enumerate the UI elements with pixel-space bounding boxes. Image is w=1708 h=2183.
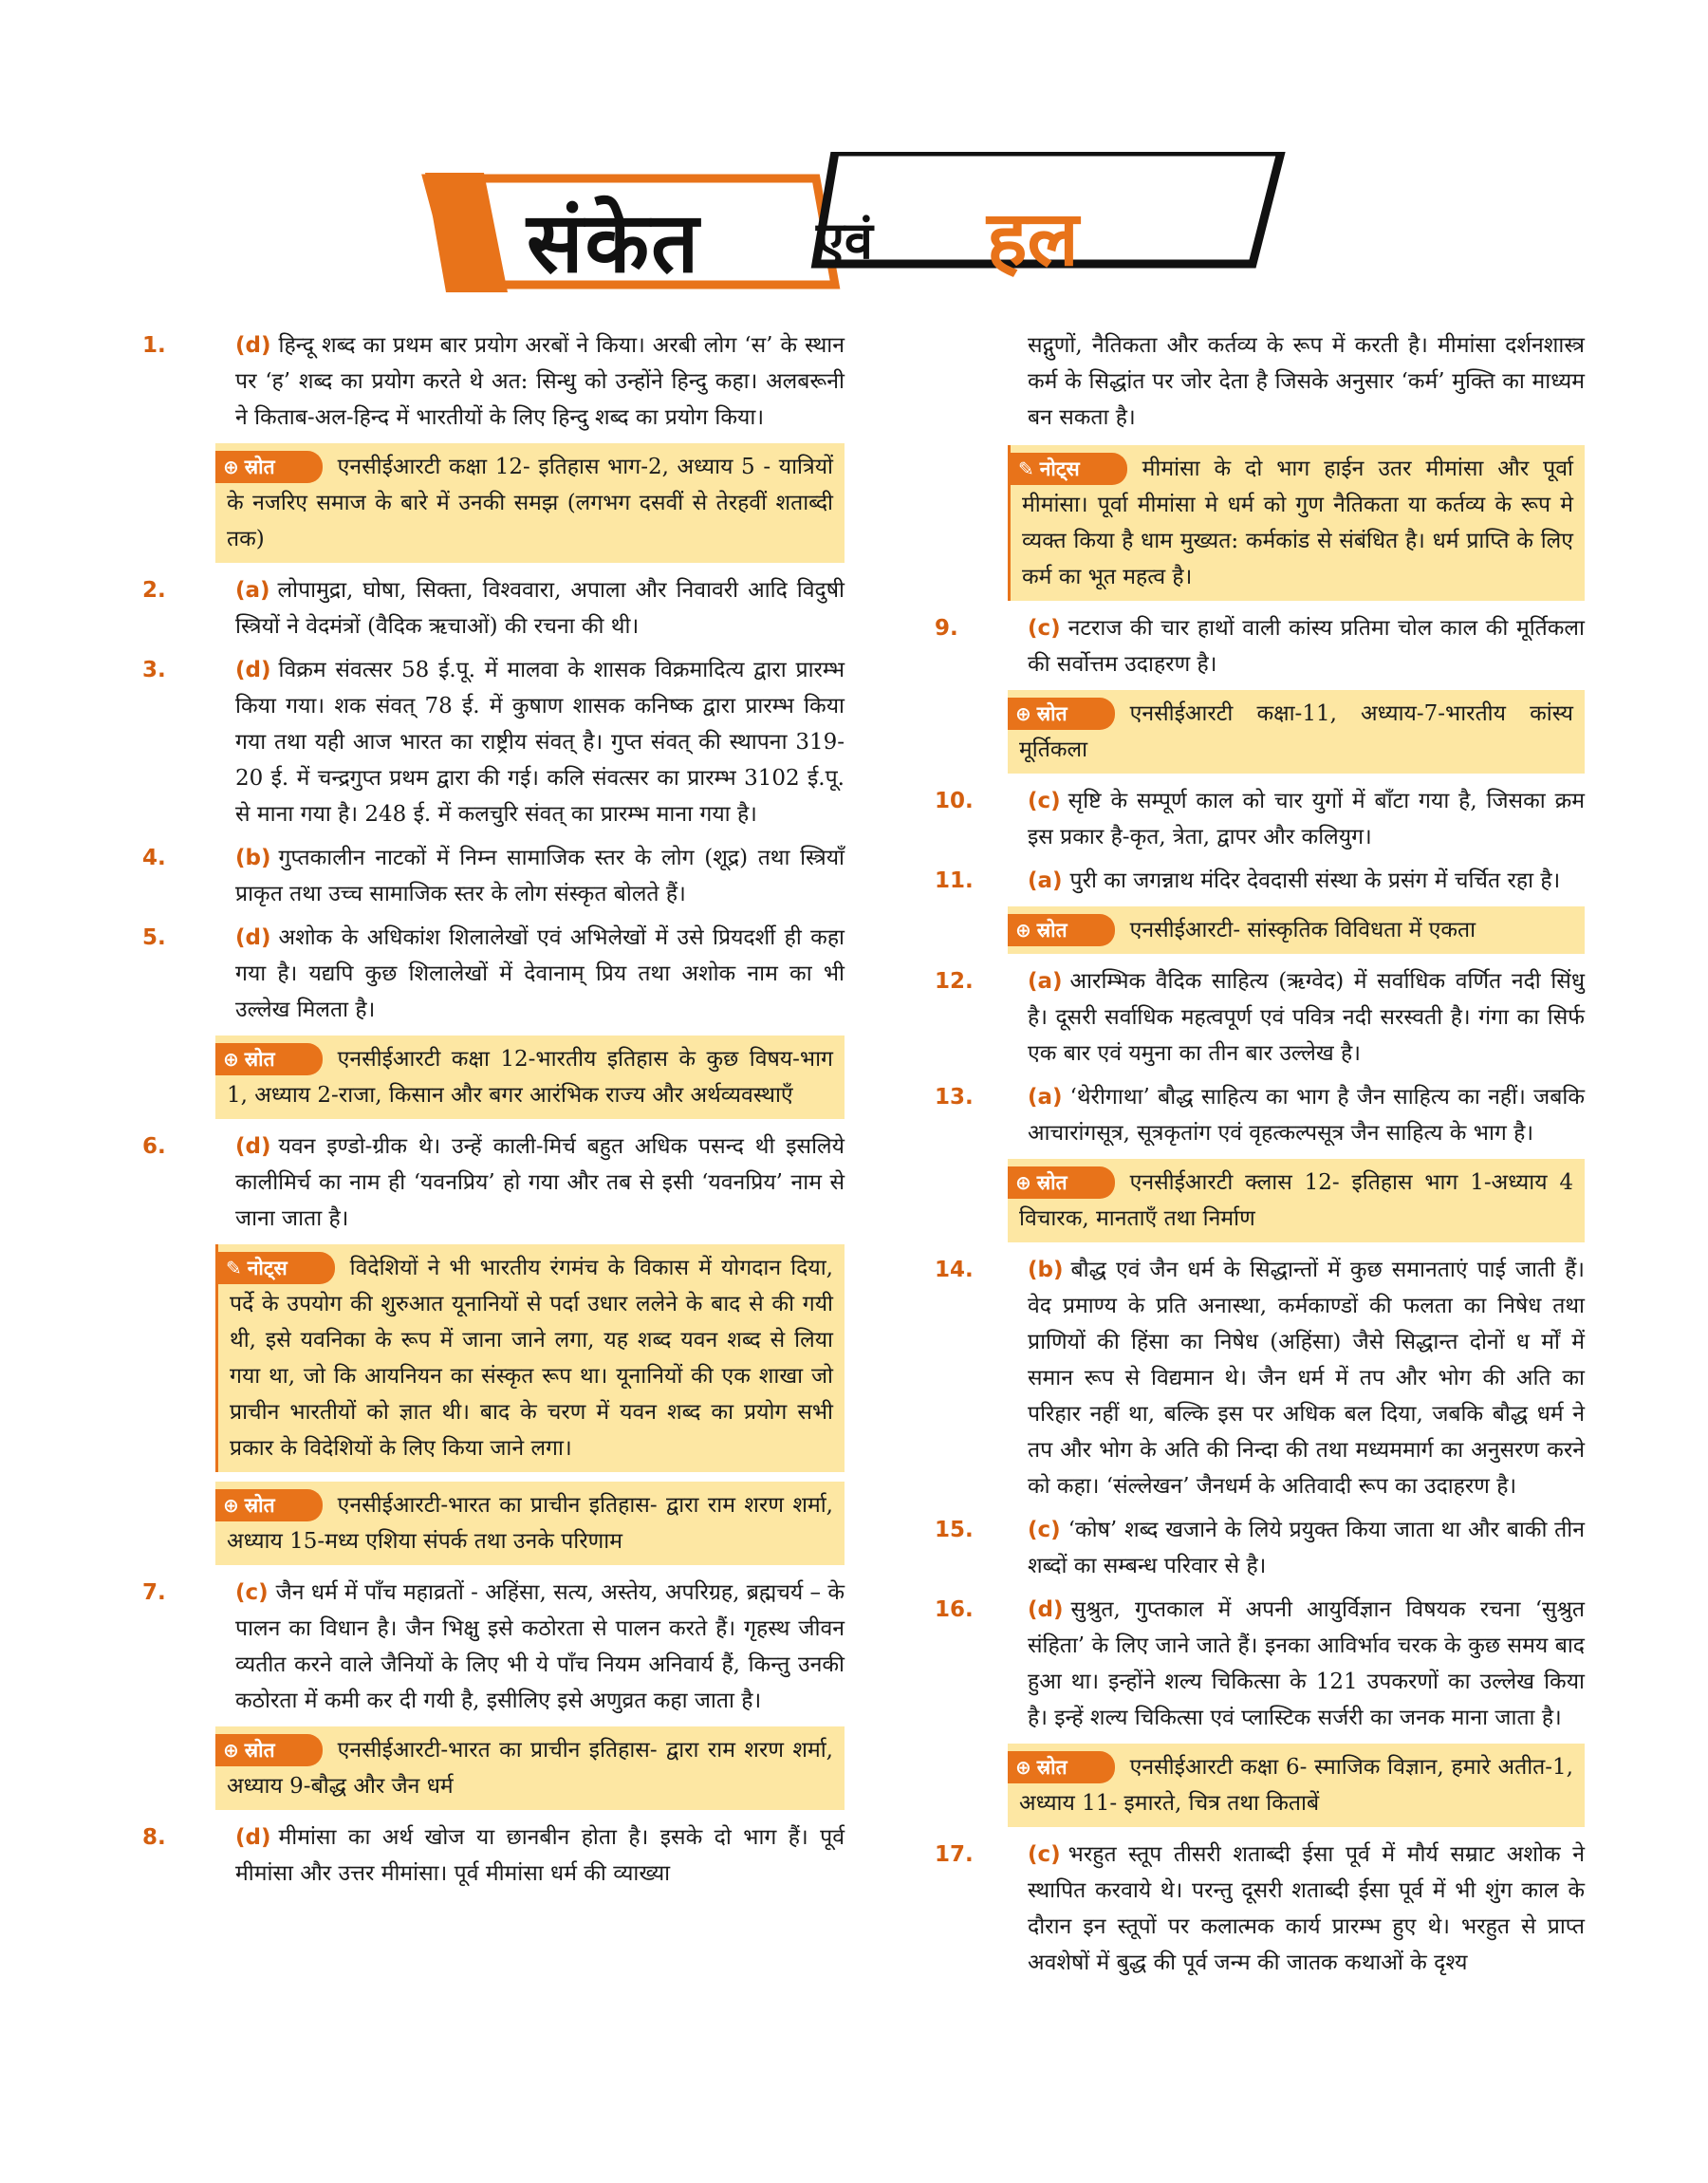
globe-icon: ⊕ bbox=[223, 1494, 239, 1517]
tag-label: स्रोत bbox=[1036, 702, 1068, 725]
answer-text: पुरी का जगन्नाथ मंदिर देवदासी संस्था के प्रसंग में चर्चित रहा है। bbox=[1069, 868, 1561, 893]
answer-item bbox=[142, 652, 845, 832]
header-title-sanket: संकेत bbox=[527, 194, 701, 291]
answer-option: (a) bbox=[1028, 1085, 1063, 1110]
answer-number: 2. bbox=[142, 578, 166, 603]
source-tag bbox=[1008, 1751, 1115, 1783]
answer-option: (b) bbox=[1028, 1258, 1064, 1282]
answer-item bbox=[142, 1819, 845, 1892]
answer-item bbox=[142, 1575, 845, 1719]
answer-option: (a) bbox=[1028, 868, 1063, 893]
source-box bbox=[1008, 1159, 1585, 1242]
answer-option: (b) bbox=[235, 846, 271, 870]
answer-item bbox=[935, 1512, 1585, 1584]
box-text: एनसीईआरटी कक्षा 12- इतिहास भाग-2, अध्याय 5 - यात्रियों के नजरिए समाज के बारे में उनकी समझ (लगभग दसवीं से तेरहवीं शताब्दी तक) bbox=[227, 455, 833, 551]
answer-number: 9. bbox=[935, 616, 958, 641]
answer-text: सृष्टि के सम्पूर्ण काल को चार युगों में बाँटा गया है, जिसका क्रम इस प्रकार है-कृत, त्रेता, द्वापर और कलियुग। bbox=[1028, 789, 1585, 849]
source-box bbox=[1008, 690, 1585, 774]
notes-tag bbox=[218, 1252, 335, 1284]
tag-label: स्रोत bbox=[1036, 1171, 1068, 1194]
answer-item bbox=[935, 963, 1585, 1072]
answer-option: (c) bbox=[235, 1580, 269, 1605]
source-box bbox=[215, 1482, 845, 1565]
source-box bbox=[215, 1726, 845, 1810]
pencil-icon: ✎ bbox=[226, 1257, 242, 1279]
answer-number: 13. bbox=[935, 1085, 974, 1110]
globe-icon: ⊕ bbox=[223, 1739, 239, 1762]
globe-icon: ⊕ bbox=[223, 1048, 239, 1071]
answer-number: 4. bbox=[142, 846, 166, 870]
box-text: एनसीईआरटी कक्षा 6- स्माजिक विज्ञान, हमारे अतीत-1, अध्याय 11- इमारते, चित्र तथा किताबें bbox=[1019, 1755, 1573, 1816]
answer-option: (d) bbox=[235, 1825, 271, 1850]
box-text: विदेशियों ने भी भारतीय रंगमंच के विकास में योगदान दिया, पर्दे के उपयोग की शुरुआत यूनानियों से पर्दा उधार ललेने के बाद से की गयी थी, इसे यवनिका के रूप में जाना जाने लगा, यह शब्द यवन शब्द से लिया गया था, जो कि आयनियन का संस्कृत रूप था। यूनानियों की एक शाखा जो प्राचीन भारतीयों को ज्ञात थी। बाद के चरण में यवन शब्द का प्रयोग सभी प्रकार के विदेशियों के लिए किया जाने लगा। bbox=[230, 1256, 833, 1461]
answer-item bbox=[142, 1129, 845, 1237]
answer-item bbox=[142, 920, 845, 1028]
globe-icon: ⊕ bbox=[1015, 702, 1031, 725]
left-column bbox=[142, 327, 845, 1899]
source-box bbox=[1008, 906, 1585, 954]
globe-icon: ⊕ bbox=[223, 456, 239, 478]
tag-label: नोट्स bbox=[247, 1257, 288, 1279]
source-box bbox=[1008, 1744, 1585, 1827]
answer-text: विक्रम संवत्सर 58 ई.पू. में मालवा के शासक विक्रमादित्य द्वारा प्रारम्भ किया गया। शक संवत् 78 ई. में कुषाण शासक कनिष्क द्वारा प्रारम्भ किया गया तथा यही आज भारत का राष्ट्रीय संवत् है। गुप्त संवत् की स्थापना 319-20 ई. में चन्द्रगुप्त प्रथम द्वारा की गई। कलि संवत्सर का प्रारम्भ 3102 ई.पू. से माना गया है। 248 ई. में कलचुरि संवत् का प्रारम्भ माना गया है। bbox=[235, 658, 845, 827]
answer-text: ‘कोष’ शब्द खजाने के लिये प्रयुक्त किया जाता था और बाकी तीन शब्दों का सम्बन्ध परिवार से है। bbox=[1028, 1518, 1585, 1578]
answer-item bbox=[935, 1079, 1585, 1151]
answer-number: 12. bbox=[935, 969, 974, 994]
answer-option: (d) bbox=[235, 1134, 271, 1159]
answer-text: यवन इण्डो-ग्रीक थे। उन्हें काली-मिर्च बहुत अधिक पसन्द थी इसलिये कालीमिर्च का नाम ही ‘यवनप्रिय’ हो गया और तब से इसी ‘यवनप्रिय’ नाम से जाना जाता है। bbox=[235, 1134, 845, 1231]
answer-option: (a) bbox=[1028, 969, 1063, 994]
box-text: एनसीईआरटी कक्षा 12-भारतीय इतिहास के कुछ विषय-भाग 1, अध्याय 2-राजा, किसान और बगर आरंभिक राज्य और अर्थव्यवस्थाएँ bbox=[227, 1047, 833, 1108]
source-tag bbox=[215, 1043, 323, 1075]
answer-text: अशोक के अधिकांश शिलालेखों एवं अभिलेखों में उसे प्रियदर्शी ही कहा गया है। यद्यपि कुछ शिलालेखों में देवानाम् प्रिय तथा अशोक नाम का भी उल्लेख मिलता है। bbox=[235, 925, 845, 1022]
globe-icon: ⊕ bbox=[1015, 1171, 1031, 1194]
answer-option: (d) bbox=[235, 333, 271, 358]
tag-label: स्रोत bbox=[1036, 919, 1068, 942]
header-title-evam: एवं bbox=[816, 211, 873, 271]
answer-option: (c) bbox=[1028, 1842, 1061, 1867]
source-box bbox=[215, 1036, 845, 1119]
notes-tag bbox=[1011, 453, 1127, 485]
answer-number: 11. bbox=[935, 868, 974, 893]
answer-text: बौद्ध एवं जैन धर्म के सिद्धान्तों में कुछ समानताएं पाई जाती हैं। वेद प्रमाण्य के प्रति अनास्था, कर्मकाण्डों की फलता का निषेध तथा प्राणियों की हिंसा का निषेध (अहिंसा) जैसे सिद्धान्त दोनों ध र्मों में समान रूप से विद्यमान थे। जैन धर्म में तप और भोग की अति का परिहार नहीं था, बल्कि इस पर अधिक बल दिया, जबकि बौद्ध धर्म ने तप और भोग के अति की निन्दा की तथा मध्यममार्ग का अनुसरण करने को कहा। ‘संल्लेखन’ जैनधर्म के अतिवादी रूप का उदाहरण है। bbox=[1028, 1258, 1585, 1499]
answer-item bbox=[935, 863, 1585, 899]
tag-label: स्रोत bbox=[1036, 1756, 1068, 1779]
source-tag bbox=[1008, 698, 1115, 730]
answer-item bbox=[935, 1592, 1585, 1736]
answer-text: सुश्रुत, गुप्तकाल में अपनी आयुर्विज्ञान विषयक रचना ‘सुश्रुत संहिता’ के लिए जाने जाते हैं। इनका आविर्भाव चरक के कुछ समय बाद हुआ था। इन्होंने शल्य चिकित्सा के 121 उपकरणों का उल्लेख किया है। इन्हें शल्य चिकित्सा एवं प्लास्टिक सर्जरी का जनक माना जाता है। bbox=[1028, 1597, 1585, 1730]
answer-item bbox=[935, 1252, 1585, 1504]
answer-text: ‘थेरीगाथा’ बौद्ध साहित्य का भाग है जैन साहित्य का नहीं। जबकि आचारांगसूत्र, सूत्रकृतांग एवं वृहत्कल्पसूत्र जैन साहित्य के भाग है। bbox=[1028, 1085, 1585, 1146]
answer-text: नटराज की चार हाथों वाली कांस्य प्रतिमा चोल काल की मूर्तिकला की सर्वोत्तम उदाहरण है। bbox=[1028, 616, 1585, 677]
answer-number: 16. bbox=[935, 1597, 974, 1622]
answer-number: 6. bbox=[142, 1134, 166, 1159]
answer-text: हिन्दू शब्द का प्रथम बार प्रयोग अरबों ने किया। अरबी लोग ‘स’ के स्थान पर ‘ह’ शब्द का प्रयोग करते थे अत: सिन्धु को उन्होंने हिन्दु कहा। अलबरूनी ने किताब-अल-हिन्द में भारतीयों के लिए हिन्दु शब्द का प्रयोग किया। bbox=[235, 333, 845, 430]
tag-label: स्रोत bbox=[244, 456, 275, 478]
answer-number: 8. bbox=[142, 1825, 166, 1850]
tag-label: नोट्स bbox=[1039, 457, 1080, 480]
source-tag bbox=[215, 451, 323, 483]
answer-text: मीमांसा का अर्थ खोज या छानबीन होता है। इसके दो भाग हैं। पूर्व मीमांसा और उत्तर मीमांसा। पूर्व मीमांसा धर्म की व्याख्या bbox=[235, 1825, 845, 1886]
globe-icon: ⊕ bbox=[1015, 1756, 1031, 1779]
answer-item bbox=[935, 1837, 1585, 1981]
source-tag bbox=[215, 1734, 323, 1766]
answer-number: 17. bbox=[935, 1842, 974, 1867]
answer-number: 1. bbox=[142, 333, 166, 358]
answer-option: (d) bbox=[235, 925, 271, 950]
header-title-hal: हल bbox=[987, 195, 1079, 283]
answer-option: (c) bbox=[1028, 616, 1061, 641]
answer-number: 14. bbox=[935, 1258, 974, 1282]
answer-item bbox=[142, 840, 845, 912]
box-text: मीमांसा के दो भाग हाईन उतर मीमांसा और पूर्वा मीमांसा। पूर्वा मीमांसा मे धर्म को गुण नैतिकता या कर्तव्य के रूप मे व्यक्त किया है धाम मुख्यत: कर्मकांड से संबंधित है। धर्म प्राप्ति के लिए कर्म का भूत महत्व है। bbox=[1022, 457, 1573, 589]
box-text: एनसीईआरटी- सांस्कृतिक विविधता में एकता bbox=[1129, 918, 1476, 942]
answer-option: (c) bbox=[1028, 789, 1061, 813]
box-text: एनसीईआरटी क्लास 12- इतिहास भाग 1-अध्याय 4 विचारक, मानताएँ तथा निर्माण bbox=[1019, 1170, 1573, 1231]
globe-icon: ⊕ bbox=[1015, 919, 1031, 942]
answer-item bbox=[142, 572, 845, 644]
answer-text: आरम्भिक वैदिक साहित्य (ऋग्वेद) में सर्वाधिक वर्णित नदी सिंधु है। दूसरी सर्वाधिक महत्वपूर्ण एवं पवित्र नदी सरस्वती है। गंगा का सिर्फ एक बार एवं यमुना का तीन बार उल्लेख है। bbox=[1028, 969, 1585, 1066]
answer-text: भरहुत स्तूप तीसरी शताब्दी ईसा पूर्व में मौर्य सम्राट अशोक ने स्थापित करवाये थे। परन्तु दूसरी शताब्दी ईसा पूर्व में भी शुंग काल के दौरान इन स्तूपों पर कलात्मक कार्य प्रारम्भ हुए थे। भरहुत से प्राप्त अवशेषों में बुद्ध की पूर्व जन्म की जातक कथाओं के दृश्य bbox=[1028, 1842, 1585, 1975]
box-text: एनसीईआरटी-भारत का प्राचीन इतिहास- द्वारा राम शरण शर्मा, अध्याय 15-मध्य एशिया संपर्क तथा उनके परिणाम bbox=[227, 1493, 833, 1554]
answer-option: (d) bbox=[235, 658, 271, 682]
source-tag bbox=[1008, 1166, 1115, 1199]
answer-number: 3. bbox=[142, 658, 166, 682]
answer-option: (c) bbox=[1028, 1518, 1061, 1542]
box-text: एनसीईआरटी कक्षा-11, अध्याय-7-भारतीय कांस्य मूर्तिकला bbox=[1019, 701, 1573, 762]
answer-continuation: सद्गुणों, नैतिकता और कर्तव्य के रूप में करती है। मीमांसा दर्शनशास्त्र कर्म के सिद्धांत पर जोर देता है जिसके अनुसार ‘कर्म’ मुक्ति का माध्यम बन सकता है। bbox=[1028, 333, 1585, 430]
tag-label: स्रोत bbox=[244, 1739, 275, 1762]
pencil-icon: ✎ bbox=[1018, 457, 1034, 480]
answer-number: 15. bbox=[935, 1518, 974, 1542]
notes-box bbox=[215, 1244, 845, 1472]
answer-item bbox=[935, 783, 1585, 855]
answer-option: (a) bbox=[235, 578, 270, 603]
tag-label: स्रोत bbox=[244, 1494, 275, 1517]
source-tag bbox=[215, 1489, 323, 1521]
answer-item bbox=[142, 327, 845, 436]
source-box bbox=[215, 443, 845, 563]
answer-number: 5. bbox=[142, 925, 166, 950]
notes-box bbox=[1008, 445, 1585, 601]
answer-text: जैन धर्म में पाँच महाव्रतों - अहिंसा, सत्य, अस्तेय, अपरिग्रह, ब्रह्मचर्य – के पालन का विधान है। जैन भिक्षु इसे कठोरता से पालन करते हैं। गृहस्थ जीवन व्यतीत करने वाले जैनियों के लिए भी ये पाँच नियम अनिवार्य हैं, किन्तु उनकी कठोरता में कमी कर दी गयी है, इसीलिए इसे अणुव्रत कहा जाता है। bbox=[235, 1580, 845, 1713]
answer-number: 10. bbox=[935, 789, 974, 813]
box-text: एनसीईआरटी-भारत का प्राचीन इतिहास- द्वारा राम शरण शर्मा, अध्याय 9-बौद्ध और जैन धर्म bbox=[227, 1738, 833, 1799]
answer-option: (d) bbox=[1028, 1597, 1064, 1622]
tag-label: स्रोत bbox=[244, 1048, 275, 1071]
page-header bbox=[418, 152, 1290, 304]
answer-item bbox=[935, 610, 1585, 682]
answer-text: गुप्तकालीन नाटकों में निम्न सामाजिक स्तर के लोग (शूद्र) तथा स्त्रियाँ प्राकृत तथा उच्च सामाजिक स्तर के लोग संस्कृत बोलते हैं। bbox=[235, 846, 845, 906]
answer-text: लोपामुद्रा, घोषा, सिक्ता, विश्ववारा, अपाला और निवावरी आदि विदुषी स्त्रियों ने वेदमंत्रों (वैदिक ऋचाओं) की रचना की थी। bbox=[235, 578, 845, 639]
source-tag bbox=[1008, 914, 1115, 946]
answer-number: 7. bbox=[142, 1580, 166, 1605]
right-column bbox=[935, 327, 1585, 1988]
